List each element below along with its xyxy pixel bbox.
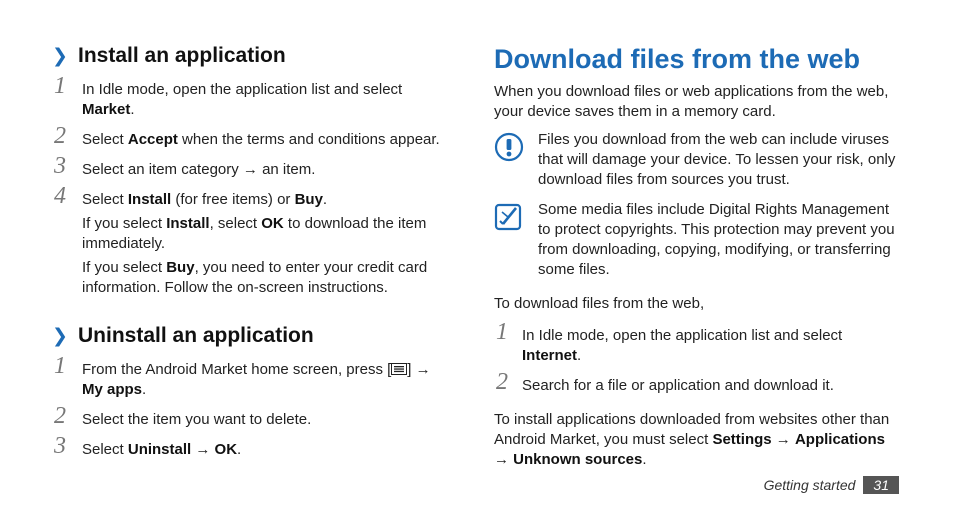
step-text: .: [237, 441, 242, 458]
step-text: Select: [82, 441, 128, 458]
step-number: 3: [54, 433, 66, 459]
download-step-2: [494, 369, 904, 396]
menu-term: Market: [82, 101, 131, 118]
install-section-heading: [52, 40, 452, 72]
step-text: .: [577, 347, 582, 364]
page-number: 31: [863, 476, 899, 494]
step-text: .: [642, 451, 647, 468]
step-number: 2: [496, 369, 508, 395]
menu-term: OK: [261, 215, 284, 232]
install-sub-1: [82, 214, 452, 254]
outro-text: [494, 410, 904, 470]
step-number: 1: [54, 73, 66, 99]
intro-text: When you download files or web applications from the web, your device saves them in a memory card.: [494, 83, 889, 120]
menu-term: OK: [214, 441, 238, 458]
menu-term: Uninstall: [127, 441, 192, 458]
menu-term: Accept: [127, 131, 178, 148]
warning-note: [494, 130, 904, 190]
step-text: In Idle mode, open the application list and select: [522, 327, 843, 344]
install-step-4: [52, 183, 452, 298]
uninstall-heading-text: Uninstall an application: [78, 324, 314, 347]
menu-term: Install: [166, 215, 210, 232]
footer-section-label: Getting started: [763, 477, 856, 493]
install-step-3: [52, 153, 452, 180]
step-text: →: [191, 441, 215, 458]
step-text: to download the item immediately.: [82, 215, 427, 252]
step-text: Search for a file or application and download it.: [522, 377, 834, 394]
step-text: If you select: [82, 215, 167, 232]
install-sub-2: [82, 258, 452, 298]
step-number: 2: [54, 123, 66, 149]
uninstall-step-3: [52, 433, 452, 460]
step-text: From the Android Market home screen, press [: [82, 361, 392, 378]
uninstall-step-2: [52, 403, 452, 430]
menu-key-icon: [391, 363, 407, 375]
step-text: .: [130, 101, 135, 118]
step-text: To install applications downloaded from websites other than Android Market, you must select: [494, 411, 890, 448]
menu-term: Internet: [522, 347, 578, 364]
step-text: , select: [209, 215, 262, 232]
note-pencil-icon: [494, 202, 524, 232]
menu-term: Applications: [794, 431, 885, 448]
warning-text: Files you download from the web can include viruses that will damage your device. To lessen your risk, only download files from sources you trust.: [538, 131, 896, 188]
uninstall-step-1: [52, 353, 452, 400]
step-text: .: [142, 381, 147, 398]
page-title: Download files from the web: [494, 44, 861, 74]
warning-icon: [494, 132, 524, 162]
step-number: 4: [54, 183, 66, 209]
chevron-right-icon: ❯: [52, 325, 68, 347]
menu-term: Buy: [166, 259, 195, 276]
step-text: when the terms and conditions appear.: [177, 131, 440, 148]
step-number: 2: [54, 403, 66, 429]
menu-term: Install: [127, 191, 172, 208]
step-number: 1: [54, 353, 66, 379]
step-text: .: [322, 191, 328, 208]
step-text: →: [771, 431, 795, 448]
right-column: [494, 40, 904, 482]
step-text: ] →: [407, 361, 431, 378]
step-text: Select the item you want to delete.: [82, 411, 312, 428]
step-text: Select: [82, 191, 128, 208]
step-text: If you select: [82, 259, 167, 276]
step-number: 1: [496, 319, 508, 345]
step-number: 3: [54, 153, 66, 179]
uninstall-section-heading: [52, 320, 452, 352]
install-step-1: [52, 73, 452, 120]
menu-term: Unknown sources: [513, 451, 643, 468]
install-step-2: [52, 123, 452, 150]
menu-term: Settings: [712, 431, 772, 448]
step-text: , you need to enter your credit card information. Follow the on-screen instructions.: [82, 259, 428, 296]
menu-term: Buy: [294, 191, 323, 208]
menu-term: My apps: [82, 381, 143, 398]
chevron-right-icon: ❯: [52, 45, 68, 67]
info-text: Some media files include Digital Rights Management to protect copyrights. This protection may prevent you from downloading, copying, modifying, or transferring some files.: [538, 201, 895, 278]
step-text: Select an item category → an item.: [82, 161, 316, 178]
lead-text: To download files from the web,: [494, 295, 705, 312]
install-heading-text: Install an application: [78, 44, 286, 67]
step-text: →: [494, 451, 514, 468]
download-step-1: [494, 319, 904, 366]
info-note: [494, 200, 904, 280]
step-text: (for free items) or: [171, 191, 295, 208]
page-footer: [764, 476, 899, 494]
step-text: Select: [82, 131, 128, 148]
step-text: In Idle mode, open the application list and select: [82, 81, 403, 98]
left-column: [52, 40, 452, 470]
